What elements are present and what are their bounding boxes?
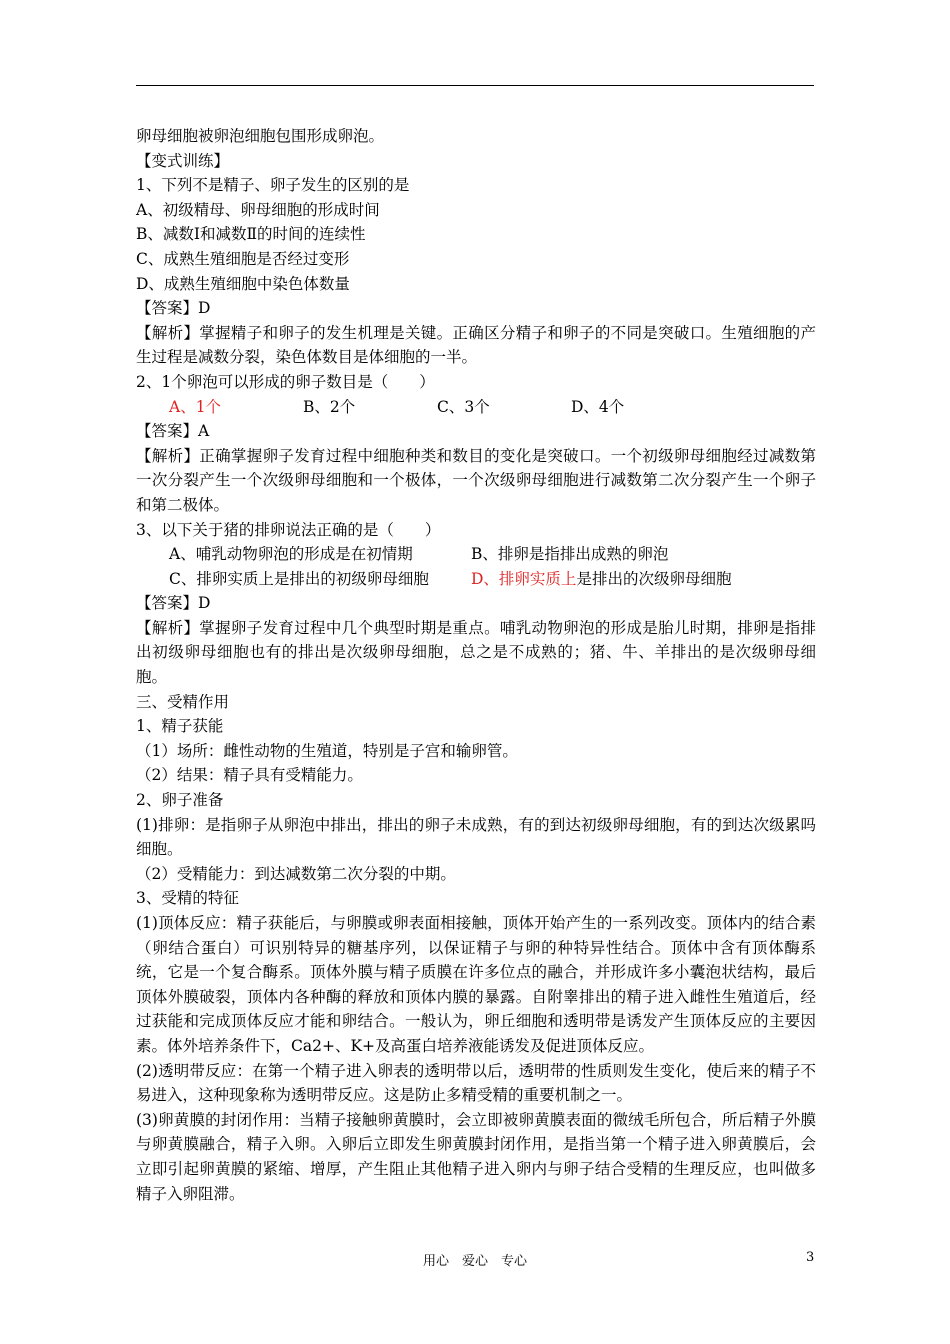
- question-2-option-b: B、2个: [303, 397, 356, 416]
- subheading: 2、卵子准备: [136, 791, 224, 810]
- question-1-option-d: D、成熟生殖细胞中染色体数量: [136, 274, 350, 293]
- header-rule: [136, 85, 814, 86]
- subheading: 1、精子获能: [136, 717, 224, 736]
- question-2-answer: 【答案】A: [136, 422, 210, 441]
- question-1: 1、下列不是精子、卵子发生的区别的是: [136, 176, 410, 195]
- question-3-options-row-2: [136, 567, 816, 592]
- question-3-option-c: C、排卵实质上是排出的初级卵母细胞: [169, 569, 429, 588]
- question-1-option-b: B、减数Ⅰ和减数Ⅱ的时间的连续性: [136, 225, 366, 244]
- question-3-option-b: B、排卵是指排出成熟的卵泡: [471, 545, 669, 564]
- paragraph: (2)透明带反应：在第一个精子进入卵表的透明带以后，透明带的性质则发生变化，使后来的精子不易进入，这种现象称为透明带反应。这是防止多精受精的重要机制之一。: [136, 1061, 816, 1105]
- question-3-option-d-highlight: D、排卵实质上: [471, 569, 577, 588]
- section-heading: 三、受精作用: [136, 692, 230, 711]
- question-2-option-c: C、3个: [437, 397, 490, 416]
- subheading: 3、受精的特征: [136, 889, 239, 908]
- paragraph: (1)排卵：是指卵子从卵泡中排出，排出的卵子未成熟，有的到达初级卵母细胞，有的到达次级累吗细胞。: [136, 815, 816, 859]
- question-3-answer: 【答案】D: [136, 594, 211, 613]
- question-2-option-a: A、1个: [169, 397, 222, 416]
- question-1-option-c: C、成熟生殖细胞是否经过变形: [136, 249, 350, 268]
- text-line: （2）结果：精子具有受精能力。: [136, 766, 363, 785]
- question-3-option-d-rest: 是排出的次级卵母细胞: [576, 569, 732, 588]
- section-heading: 【变式训练】: [136, 151, 230, 170]
- paragraph: (1)顶体反应：精子获能后，与卵膜或卵表面相接触，顶体开始产生的一系列改变。顶体内的结合素（卵结合蛋白）可识别特异的糖基序列，以保证精子与卵的种特异性结合。顶体中含有顶体酶系统，它是一个复合酶系。顶体外膜与精子质膜在许多位点的融合，并形成许多小囊泡状结构，最后顶体外膜破裂，顶体内各种酶的释放和顶体内膜的暴露。自附睾排出的精子进入雌性生殖道后，经过获能和完成顶体反应才能和卵结合。一般认为，卵丘细胞和透明带是诱发产生顶体反应的主要因素。体外培养条件下，Ca2+、K+及高蛋白培养液能诱发及促进顶体反应。: [136, 914, 816, 1055]
- question-3-option-a: A、哺乳动物卵泡的形成是在初情期: [169, 545, 413, 564]
- text-line: （1）场所：雌性动物的生殖道，特别是子宫和输卵管。: [136, 741, 518, 760]
- question-1-option-a: A、初级精母、卵母细胞的形成时间: [136, 200, 380, 219]
- question-2: 2、1个卵泡可以形成的卵子数目是（ ）: [136, 372, 435, 391]
- question-3-explanation: 【解析】掌握卵子发育过程中几个典型时期是重点。哺乳动物卵泡的形成是胎儿时期，排卵是指排出初级卵母细胞也有的排出是次级卵母细胞，总之是不成熟的；猪、牛、羊排出的是次级卵母细胞。: [136, 618, 816, 687]
- page-body: [136, 124, 816, 1206]
- text-line: 卵母细胞被卵泡细胞包围形成卵泡。: [136, 127, 385, 145]
- text-line: （2）受精能力：到达减数第二次分裂的中期。: [136, 864, 456, 883]
- question-2-explanation: 【解析】正确掌握卵子发育过程中细胞种类和数目的变化是突破口。一个初级卵母细胞经过减数第一次分裂产生一个次级卵母细胞和一个极体，一个次级卵母细胞进行减数第二次分裂产生一个卵子和第二极体。: [136, 446, 816, 514]
- paragraph: (3)卵黄膜的封闭作用：当精子接触卵黄膜时，会立即被卵黄膜表面的微绒毛所包合，所后精子外膜与卵黄膜融合，精子入卵。入卵后立即发生卵黄膜封闭作用，是指当第一个精子进入卵黄膜后，会立即引起卵黄膜的紧缩、增厚，产生阻止其他精子进入卵内与卵子结合受精的生理反应，也叫做多精子入卵阻滞。: [136, 1110, 816, 1203]
- question-1-explanation: 【解析】掌握精子和卵子的发生机理是关键。正确区分精子和卵子的不同是突破口。生殖细胞的产生过程是减数分裂，染色体数目是体细胞的一半。: [136, 323, 816, 367]
- footer-motto: 用心 爱心 专心: [422, 1254, 527, 1269]
- question-2-option-d: D、4个: [571, 397, 625, 416]
- question-3-options-row-1: [136, 542, 816, 567]
- question-3-option-d: [471, 567, 731, 592]
- question-3: 3、以下关于猪的排卵说法正确的是（ ）: [136, 520, 441, 539]
- question-1-answer: 【答案】D: [136, 299, 211, 318]
- page-number: 3: [806, 1250, 815, 1265]
- question-2-options: [136, 395, 816, 420]
